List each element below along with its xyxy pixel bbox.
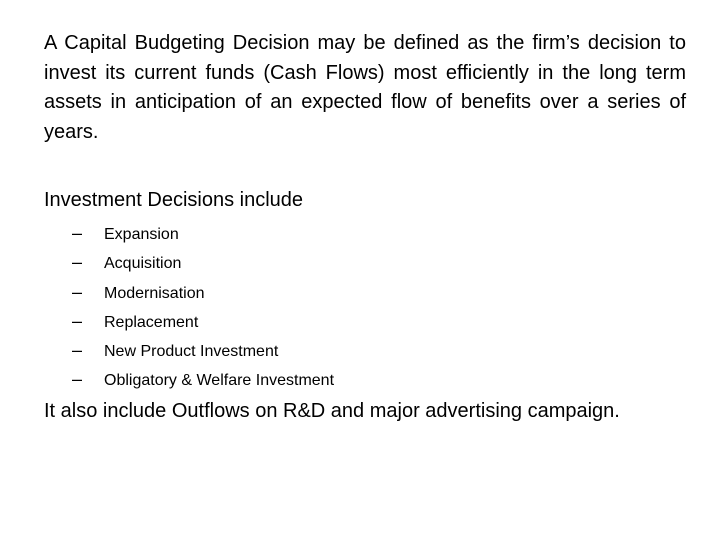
dash-bullet: – [72, 310, 83, 331]
dash-bullet: – [72, 369, 83, 390]
list-item [72, 248, 334, 277]
list-item-label: Obligatory & Welfare Investment [104, 372, 335, 390]
list-item [72, 278, 334, 307]
list-item-label: Acquisition [104, 255, 182, 273]
list-item-label: New Product Investment [104, 343, 279, 361]
list-item [72, 219, 334, 248]
list-item-label: Modernisation [104, 284, 205, 302]
investment-decisions-heading: Investment Decisions include [44, 189, 304, 211]
list-item-label: Expansion [104, 226, 179, 243]
intro-paragraph: A Capital Budgeting Decision may be defined as the firm’s decision to invest its current funds (Cash Flows) most efficiently in the long term assets in anticipation of an expected flow of benefits over a series of years. [44, 32, 686, 143]
closing-paragraph: It also include Outflows on R&D and major advertising campaign. [44, 400, 620, 422]
dash-bullet: – [72, 223, 83, 243]
dash-bullet: – [72, 252, 83, 273]
dash-bullet: – [72, 281, 83, 302]
list-item-label: Replacement [104, 313, 199, 331]
investment-decisions-list [72, 219, 334, 395]
list-item [72, 365, 334, 394]
list-item [72, 336, 334, 365]
dash-bullet: – [72, 340, 83, 361]
list-item [72, 307, 334, 336]
